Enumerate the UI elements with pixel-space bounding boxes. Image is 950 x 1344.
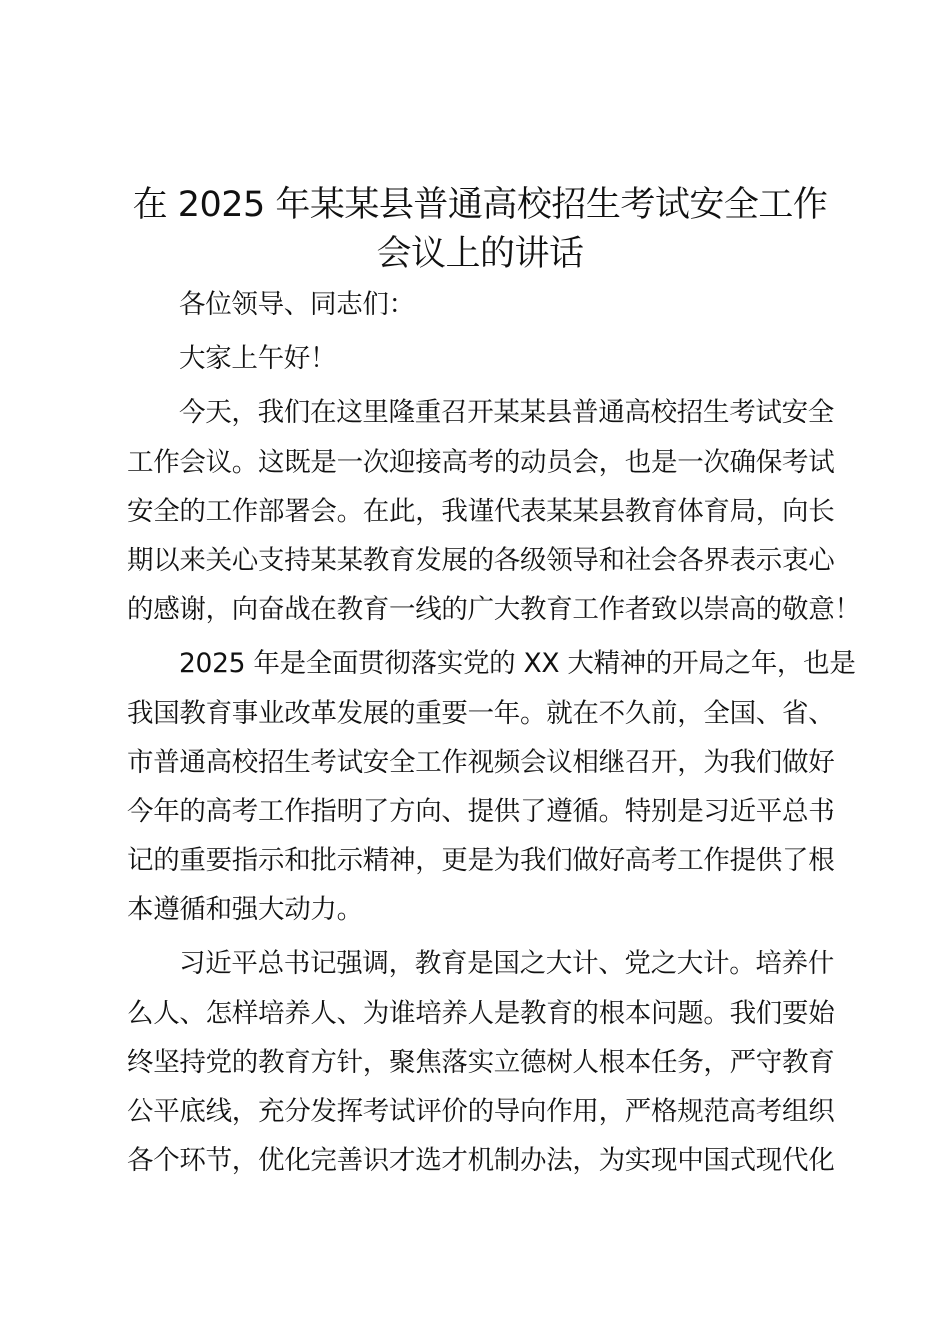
text-line: 我国教育事业改革发展的重要一年。就在不久前，全国、省、: [127, 697, 835, 729]
text-line: 2025 年是全面贯彻落实党的 XX 大精神的开局之年，也是: [179, 648, 856, 680]
greeting-paragraph: [127, 334, 833, 383]
title-line-2: 会议上的讲话: [376, 234, 584, 274]
text-line: 安全的工作部署会。在此，我谨代表某某县教育体育局，向长: [127, 495, 835, 527]
text-line: 终坚持党的教育方针，聚焦落实立德树人根本任务，严守教育: [127, 1046, 835, 1078]
text-line: 公平底线，充分发挥考试评价的导向作用，严格规范高考组织: [127, 1096, 835, 1127]
text-line: 期以来关心支持某某教育发展的各级领导和社会各界表示衷心: [127, 544, 835, 576]
text-line: 记的重要指示和批示精神，更是为我们做好高考工作提供了根: [127, 845, 835, 877]
title-line-1: 在 2025 年某某县普通高校招生考试安全工作: [132, 185, 828, 225]
body-paragraph-3: [127, 939, 833, 1185]
document-title: [125, 181, 835, 279]
text-line: 各个环节，优化完善识才选才机制办法，为实现中国式现代化: [127, 1145, 835, 1177]
body-paragraph-2: [127, 639, 856, 934]
body-paragraph-1: [127, 388, 861, 634]
text-line: 今天，我们在这里隆重召开某某县普通高校招生考试安全: [179, 397, 834, 429]
text-line: 习近平总书记强调，教育是国之大计、党之大计。培养什: [179, 948, 834, 980]
salutation-paragraph: [127, 280, 833, 329]
text-line: 市普通高校招生考试安全工作视频会议相继召开，为我们做好: [127, 746, 835, 778]
text-line: 各位领导、同志们：: [179, 289, 415, 320]
text-line: 本遵循和强大动力。: [127, 894, 363, 926]
text-line: 大家上午好！: [179, 343, 337, 375]
text-line: 工作会议。这既是一次迎接高考的动员会，也是一次确保考试: [127, 446, 835, 478]
text-line: 今年的高考工作指明了方向、提供了遵循。特别是习近平总书: [127, 795, 835, 827]
text-line: 的感谢，向奋战在教育一线的广大教育工作者致以崇高的敬意！: [127, 594, 861, 626]
document-body: [127, 280, 861, 1185]
text-line: 么人、怎样培养人、为谁培养人是教育的根本问题。我们要始: [127, 997, 835, 1029]
